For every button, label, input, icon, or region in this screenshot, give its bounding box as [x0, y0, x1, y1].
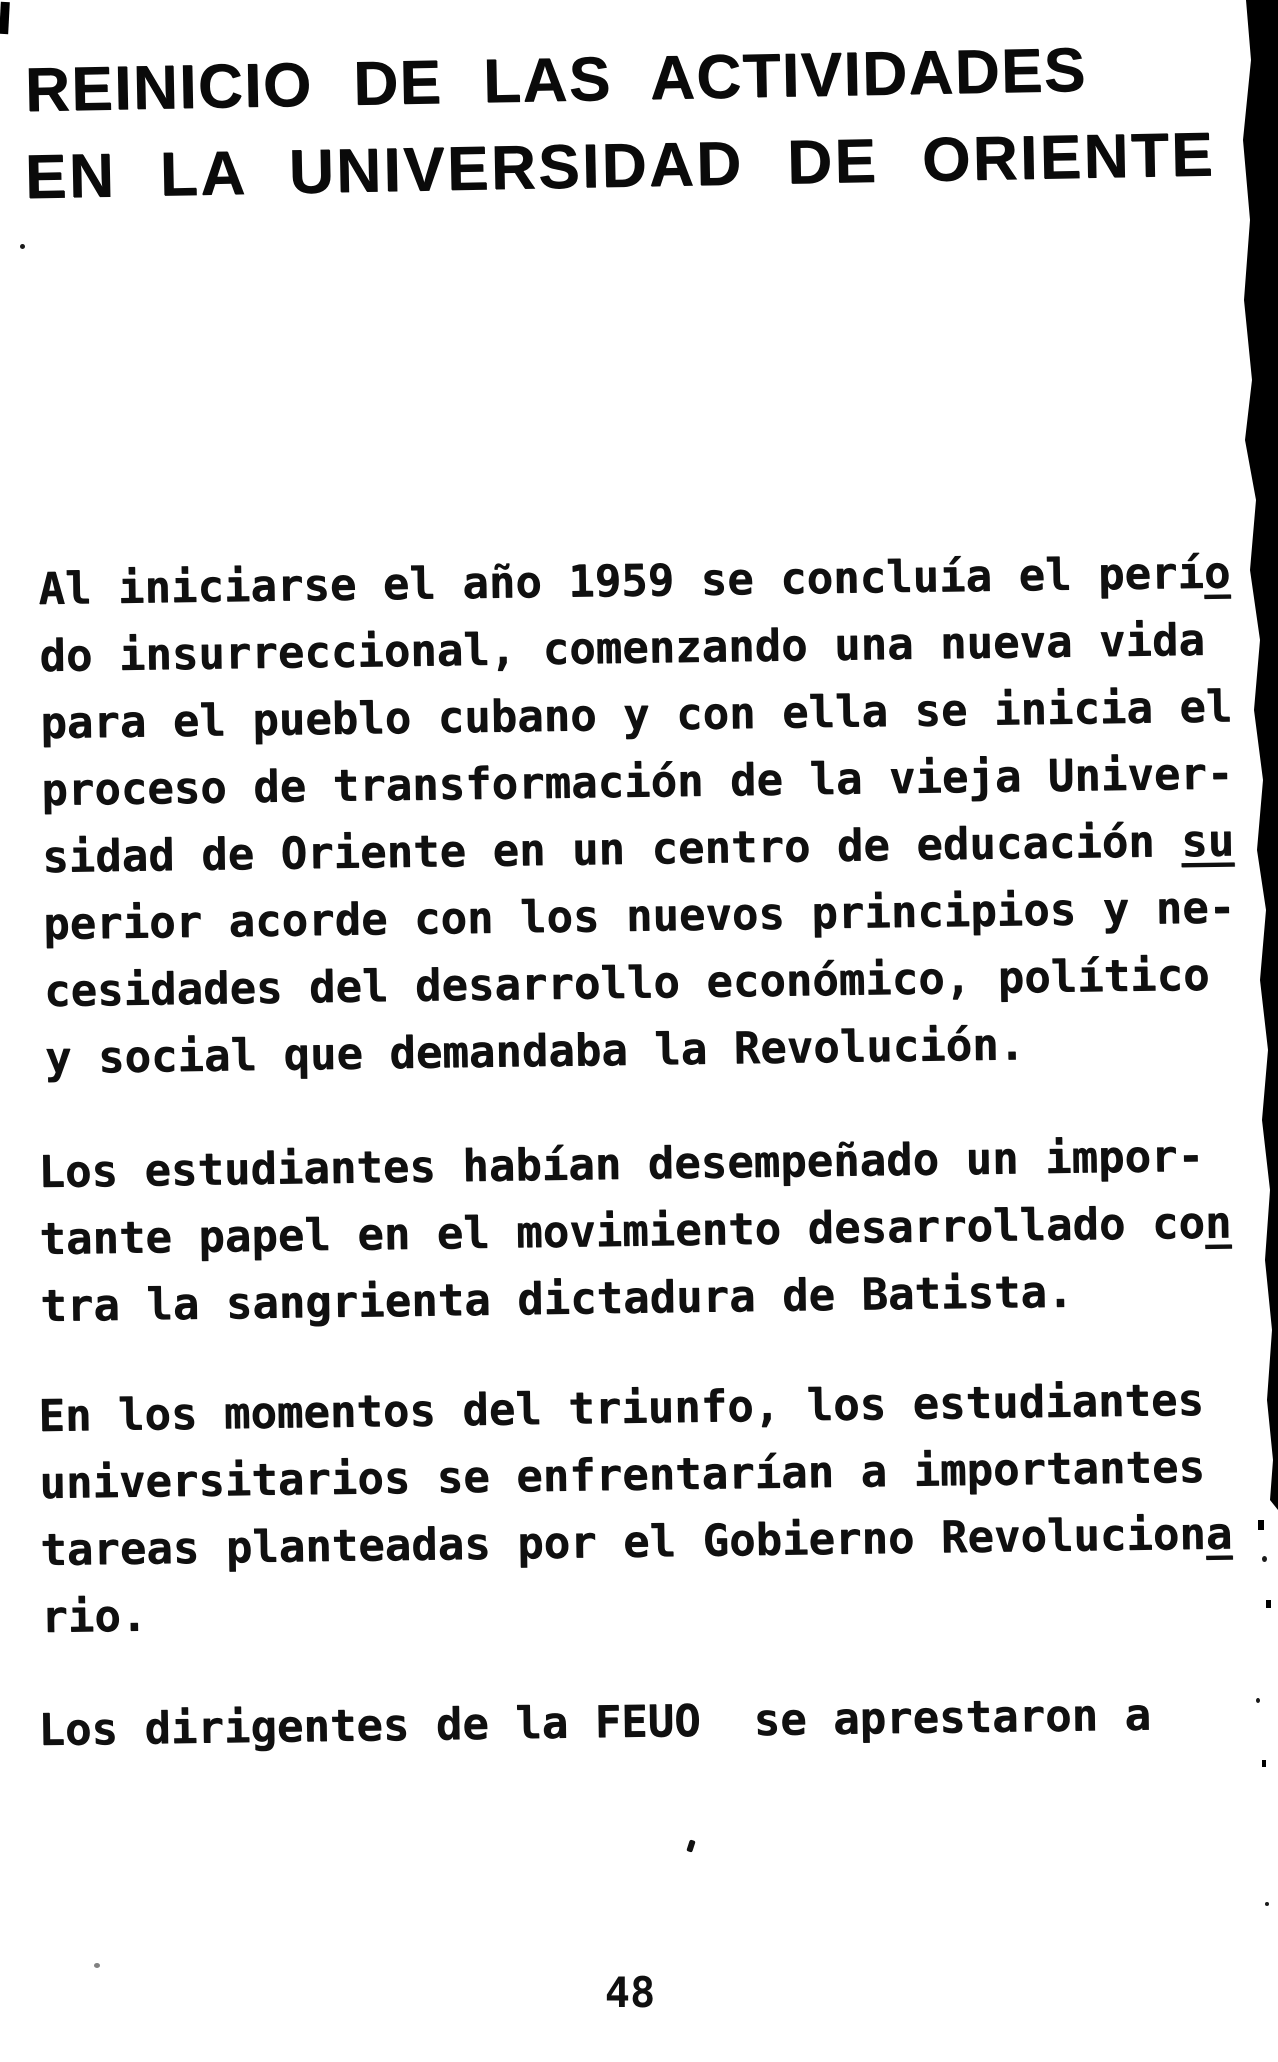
hyphenation-underline: a: [1205, 1508, 1233, 1560]
document-title-line-2: EN LA UNIVERSIDAD DE ORIENTE: [24, 120, 1216, 212]
typewritten-line: tra la sangrienta dictadura de Batista.: [39, 1266, 1074, 1332]
typewritten-line: para el pueblo cubano y con ella se inicia el: [39, 681, 1233, 749]
typewritten-line: universitarios se enfrentarían a importantes: [39, 1441, 1206, 1509]
typewritten-line: Los estudiantes habían desempeñado un impor-: [38, 1130, 1205, 1198]
paragraph-4: [38, 1681, 1151, 1764]
typewritten-line: Al iniciarse el año 1959 se concluía el perío: [38, 547, 1231, 615]
typewritten-line: tareas planteadas por el Gobierno Revoluciona: [39, 1508, 1233, 1576]
scan-corner-mark: [0, 2, 10, 34]
typewritten-line: y social que demandaba la Revolución.: [44, 1019, 1026, 1084]
typewritten-line: cesidades del desarrollo económico, político: [43, 949, 1210, 1017]
scan-speck: [1256, 1698, 1260, 1703]
typewritten-line: En los momentos del triunfo, los estudiantes: [38, 1374, 1205, 1442]
hyphenation-underline: n: [1204, 1197, 1232, 1249]
typewritten-line: proceso de transformación de la vieja Univer-: [40, 748, 1234, 816]
typewritten-line: do insurreccional, comenzando una nueva vida: [39, 614, 1206, 682]
scan-speck: [1262, 1556, 1267, 1562]
paragraph-3: [38, 1366, 1234, 1651]
scan-speck: [94, 1963, 100, 1968]
paragraph-2: [38, 1122, 1233, 1340]
scan-speck: [686, 1839, 695, 1852]
typewritten-line: Los dirigentes de la FEUO se aprestaron a: [38, 1689, 1152, 1756]
typewritten-line: sidad de Oriente en un centro de educación su: [41, 815, 1235, 883]
scan-speck: [1265, 1902, 1269, 1906]
scan-speck: [20, 244, 25, 249]
typewritten-line: rio.: [40, 1590, 148, 1643]
page-number: 48: [604, 1968, 656, 2017]
hyphenation-underline: su: [1180, 815, 1235, 868]
typewritten-line: perior acorde con los nuevos principios y ne-: [42, 882, 1236, 950]
typewritten-line: tante papel en el movimiento desarrollado con: [39, 1197, 1232, 1265]
document-title-line-1: REINICIO DE LAS ACTIVIDADES: [24, 35, 1088, 125]
paragraph-1: [38, 539, 1237, 1092]
hyphenation-underline: o: [1203, 547, 1231, 599]
